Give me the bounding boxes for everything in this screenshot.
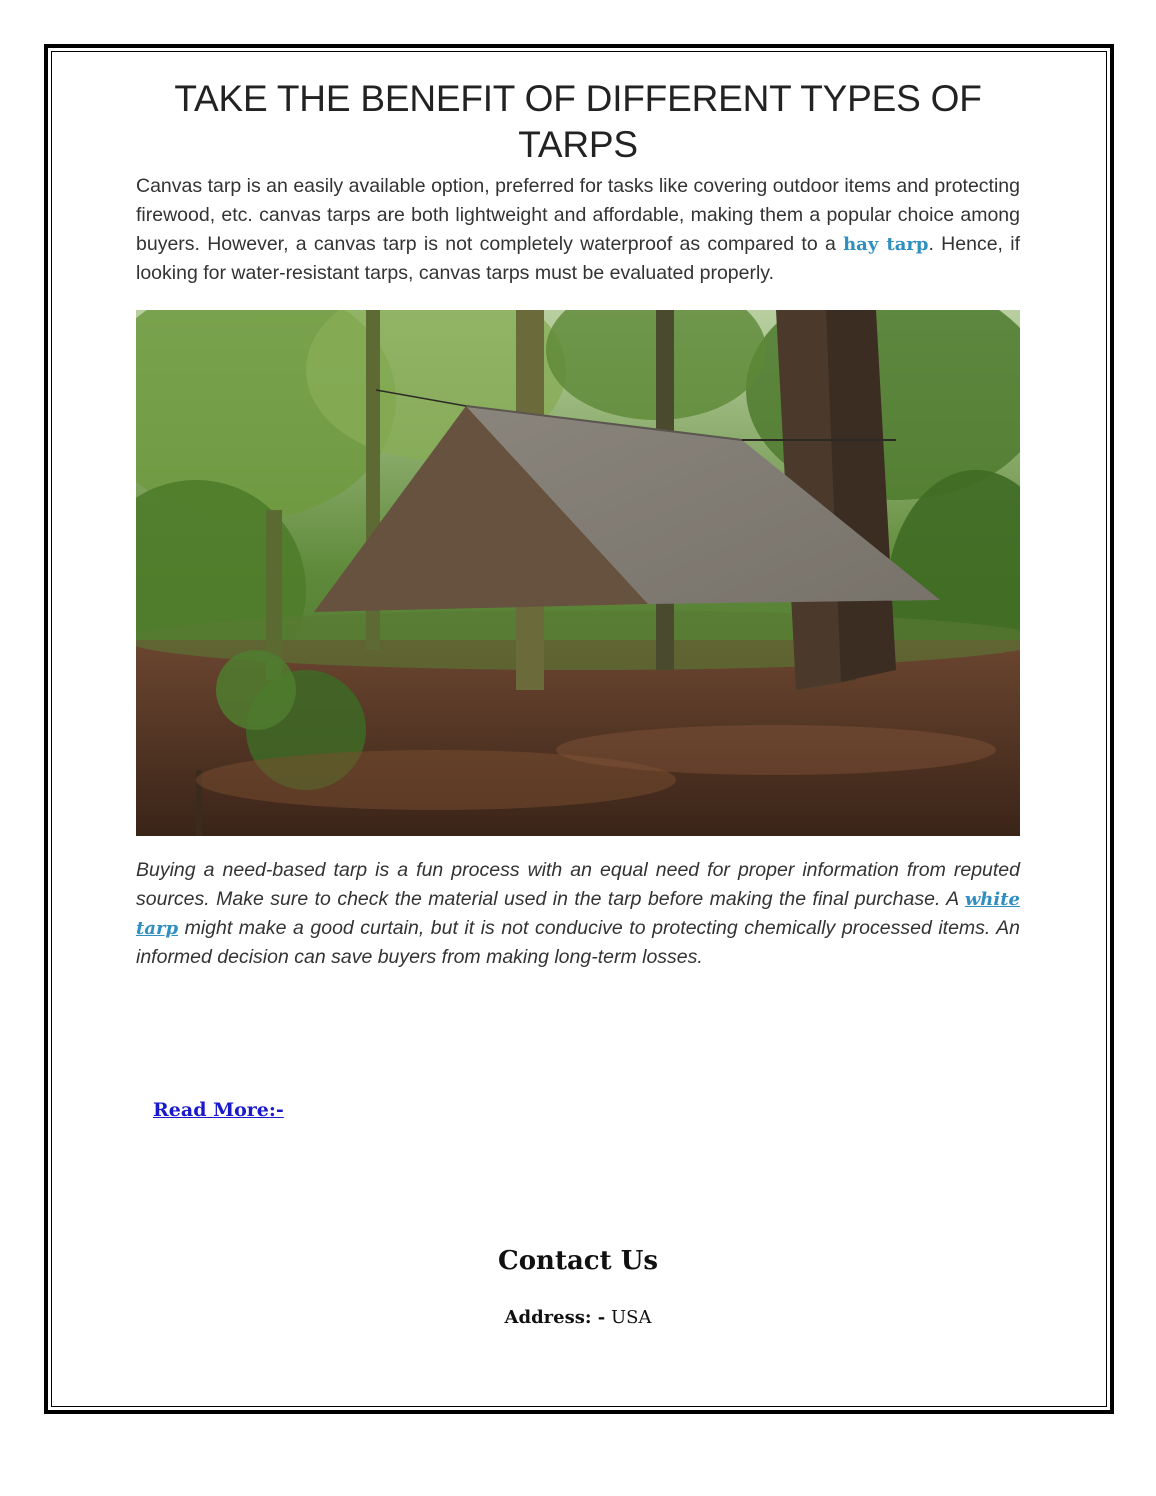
- tarp-photo: [136, 310, 1020, 836]
- intro-text-before: Canvas tarp is an easily available option, preferred for tasks like covering outdoor items and protecting firewood, etc. canvas tarps are both lightweight and affordable, making them a popular choice among buyers. However, a canvas tarp is not completely waterproof as compared to a: [136, 175, 1020, 255]
- address-value: USA: [605, 1307, 652, 1328]
- read-more-link[interactable]: Read More:-: [153, 1099, 284, 1121]
- address-label: Address: -: [504, 1307, 606, 1328]
- advice-text-after: might make a good curtain, but it is not conducive to protecting chemically processed items. An informed decision can save buyers from making long-term losses.: [136, 917, 1020, 968]
- address-line: [0, 1307, 1156, 1328]
- advice-text-before: Buying a need-based tarp is a fun process with an equal need for proper information from reputed sources. Make sure to check the material used in the tarp before making the final purchase. A: [136, 859, 1020, 910]
- hay-tarp-link[interactable]: hay tarp: [843, 234, 929, 255]
- white-tarp-link[interactable]: white tarp: [136, 889, 1020, 939]
- page-title: TAKE THE BENEFIT OF DIFFERENT TYPES OF TARPS: [174, 78, 982, 165]
- intro-paragraph: [136, 172, 1020, 288]
- advice-paragraph: [136, 856, 1020, 972]
- contact-heading: Contact Us: [498, 1246, 658, 1276]
- intro-text-after: . Hence, if looking for water-resistant tarps, canvas tarps must be evaluated properly.: [136, 233, 1020, 284]
- article: [136, 76, 1020, 972]
